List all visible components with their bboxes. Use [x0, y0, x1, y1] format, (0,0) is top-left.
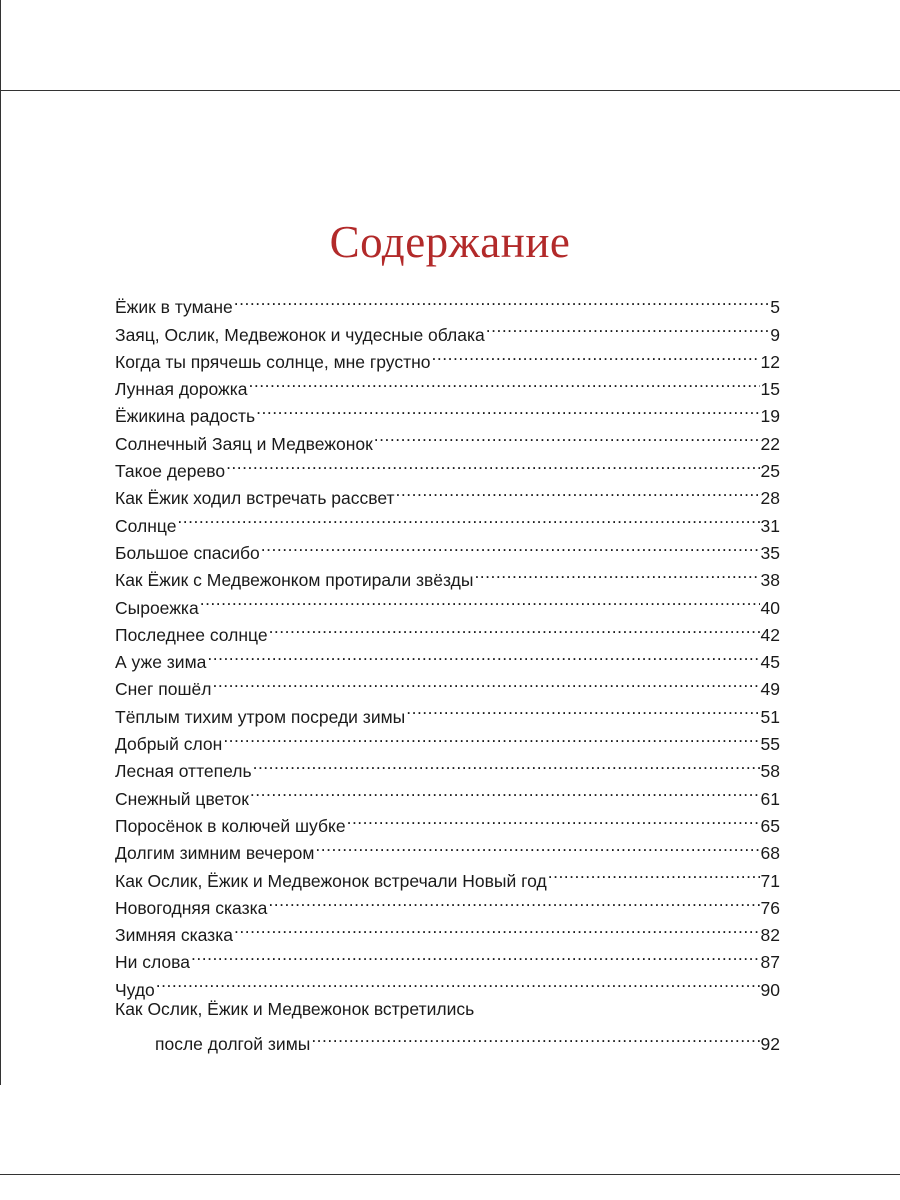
- toc-entry-title: Солнце: [115, 515, 177, 536]
- toc-leader-dots: [374, 422, 760, 449]
- toc-entry-page: 65: [760, 815, 780, 836]
- toc-entry-page: 15: [760, 379, 780, 400]
- toc-entry[interactable]: [115, 996, 780, 1055]
- toc-entry-title: Снежный цветок: [115, 788, 249, 809]
- toc-leader-dots: [177, 504, 759, 531]
- toc-entry-page: 9: [770, 324, 780, 345]
- toc-leader-dots: [548, 859, 760, 886]
- toc-leader-dots: [474, 559, 759, 586]
- toc-entry-title: Поросёнок в колючей шубке: [115, 815, 346, 836]
- toc-entry-page: 61: [760, 788, 780, 809]
- toc-entry-page: 12: [760, 351, 780, 372]
- toc-entry-continuation: [115, 1023, 780, 1055]
- toc-entry-page: 25: [760, 461, 780, 482]
- toc-entry-page: 22: [760, 433, 780, 454]
- toc-entry-page: 90: [760, 979, 780, 1000]
- toc-entry[interactable]: [115, 532, 780, 563]
- toc-entry-page: 71: [760, 870, 780, 891]
- toc-entry[interactable]: [115, 286, 780, 318]
- toc-leader-dots: [406, 695, 759, 722]
- toc-leader-dots: [315, 832, 759, 859]
- toc-entry[interactable]: [115, 968, 780, 1000]
- toc-leader-dots: [191, 941, 760, 968]
- toc-entry-page: 45: [760, 652, 780, 673]
- toc-leader-dots: [311, 1023, 759, 1050]
- toc-leader-dots: [261, 532, 760, 559]
- toc-leader-dots: [250, 777, 760, 804]
- toc-leader-dots: [256, 395, 759, 422]
- toc-entry-page: 19: [760, 406, 780, 427]
- toc-entry-title: Ни слова: [115, 952, 190, 973]
- toc-entry-page: 82: [760, 925, 780, 946]
- toc-entry-page: 38: [760, 570, 780, 591]
- toc-entry-title: Большое спасибо: [115, 542, 260, 563]
- toc-entry-title: Такое дерево: [115, 461, 226, 482]
- toc-entry[interactable]: [115, 695, 780, 727]
- toc-leader-dots: [486, 313, 770, 340]
- toc-entry-page: 58: [760, 761, 780, 782]
- toc-entry-title: Последнее солнце: [115, 624, 268, 645]
- toc-leader-dots: [249, 368, 760, 395]
- toc-entry-title-continued: после долгой зимы: [155, 1034, 311, 1055]
- toc-leader-dots: [200, 586, 760, 613]
- toc-entry-title: Чудо: [115, 979, 155, 1000]
- toc-leader-dots: [212, 668, 759, 695]
- toc-entry-page: 40: [760, 597, 780, 618]
- toc-entry-title: Ёжик в тумане: [115, 297, 233, 318]
- toc-entry-title: Как Ёжик с Медвежонком протирали звёзды: [115, 570, 474, 591]
- toc-entry-title: Как Ослик, Ёжик и Медвежонок встретились: [115, 998, 475, 1019]
- toc-entry-title: А уже зима: [115, 652, 207, 673]
- toc-leader-dots: [268, 887, 759, 914]
- toc-entry-page: 51: [760, 706, 780, 727]
- toc-entry[interactable]: [115, 641, 780, 673]
- toc-leader-dots: [234, 286, 769, 313]
- toc-entry[interactable]: [115, 668, 780, 700]
- toc-leader-dots: [396, 477, 760, 504]
- toc-entry-page: 55: [760, 734, 780, 755]
- toc-entry-title: Лунная дорожка: [115, 379, 248, 400]
- toc-entry-title: Как Ёжик ходил встречать рассвет: [115, 488, 395, 509]
- toc-entry-page: 87: [760, 952, 780, 973]
- toc-entry-page: 31: [760, 515, 780, 536]
- table-of-contents: [115, 286, 780, 1055]
- toc-entry[interactable]: [115, 504, 780, 536]
- crop-mark-top: [0, 90, 900, 91]
- toc-entry-page: 35: [760, 542, 780, 563]
- toc-entry[interactable]: [115, 586, 780, 618]
- toc-entry-title: Как Ослик, Ёжик и Медвежонок встречали Новый год: [115, 870, 547, 891]
- toc-entry-page: 76: [760, 897, 780, 918]
- toc-entry-title: Зимняя сказка: [115, 925, 233, 946]
- toc-entry-page: 49: [760, 679, 780, 700]
- toc-entry-title: Когда ты прячешь солнце, мне грустно: [115, 351, 431, 372]
- toc-entry-page: 68: [760, 843, 780, 864]
- crop-mark-left: [0, 0, 1, 1085]
- toc-entry-page: 42: [760, 624, 780, 645]
- toc-leader-dots: [253, 750, 760, 777]
- toc-entry-title: Тёплым тихим утром посреди зимы: [115, 706, 406, 727]
- toc-entry-title: Новогодняя сказка: [115, 897, 268, 918]
- toc-leader-dots: [223, 723, 759, 750]
- toc-leader-dots: [432, 341, 760, 368]
- toc-entry-title: Ёжикина радость: [115, 406, 256, 427]
- toc-leader-dots: [207, 641, 759, 668]
- toc-entry-page: 92: [760, 1034, 780, 1055]
- toc-leader-dots: [269, 614, 760, 641]
- toc-entry-title: Добрый слон: [115, 734, 223, 755]
- toc-leader-dots: [226, 450, 759, 477]
- toc-entry-title: Долгим зимним вечером: [115, 843, 315, 864]
- toc-entry-title: Сыроежка: [115, 597, 199, 618]
- toc-entry-page: 5: [770, 297, 780, 318]
- toc-entry-title: Снег пошёл: [115, 679, 212, 700]
- crop-mark-bottom: [0, 1174, 900, 1175]
- toc-entry[interactable]: [115, 614, 780, 645]
- page-title: Содержание: [329, 217, 571, 267]
- toc-entry-title: Солнечный Заяц и Медвежонок: [115, 433, 373, 454]
- toc-entry-title: Заяц, Ослик, Медвежонок и чудесные облака: [115, 324, 485, 345]
- toc-entry[interactable]: [115, 941, 780, 973]
- toc-entry-title: Лесная оттепель: [115, 761, 252, 782]
- toc-leader-dots: [234, 914, 760, 941]
- toc-leader-dots: [156, 968, 760, 995]
- toc-entry-page: 28: [760, 488, 780, 509]
- toc-leader-dots: [347, 805, 760, 832]
